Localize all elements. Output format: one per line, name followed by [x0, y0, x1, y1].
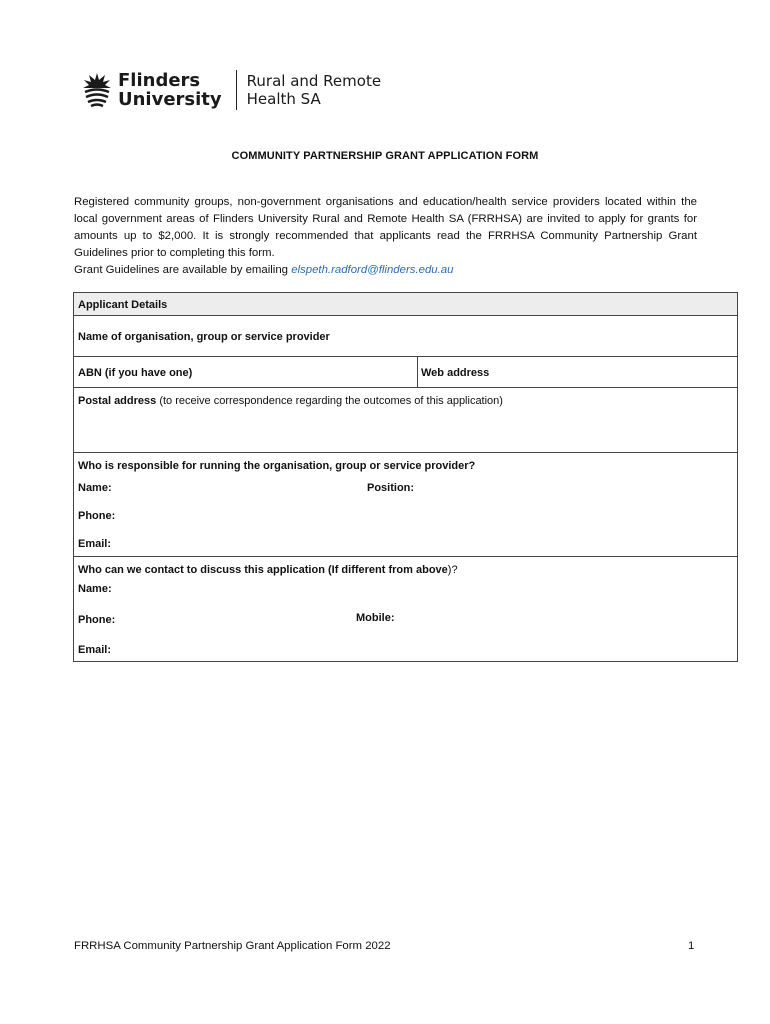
header-logo: [82, 68, 381, 112]
web-address-label: Web address: [421, 367, 490, 379]
logo-divider: [236, 70, 237, 110]
contact-heading-tail: )?: [447, 564, 458, 576]
unit-name-line2: Health SA: [246, 90, 321, 108]
footer-text: FRRHSA Community Partnership Grant Application Form 2022: [74, 940, 391, 952]
intro-text: [74, 194, 697, 279]
university-name-line1: Flinders: [118, 70, 201, 91]
page-number: 1: [688, 940, 695, 952]
postal-address-note: (to receive correspondence regarding the outcomes of this application): [156, 395, 503, 407]
responsible-name-label[interactable]: Name:: [78, 482, 112, 494]
guidelines-line: [74, 262, 697, 279]
contact-phone-label[interactable]: Phone:: [78, 614, 116, 626]
form-title: COMMUNITY PARTNERSHIP GRANT APPLICATION FORM: [231, 150, 539, 162]
unit-name: [247, 72, 381, 108]
contact-person-row: [74, 557, 737, 661]
contact-mobile-label[interactable]: Mobile:: [356, 612, 395, 624]
university-name-line2: University: [118, 89, 222, 110]
abn-label: ABN (if you have one): [78, 367, 193, 379]
section-heading-row: [74, 293, 737, 316]
abn-web-row: [74, 357, 737, 388]
responsible-person-row: [74, 453, 737, 557]
postal-address-row[interactable]: [74, 388, 737, 453]
section-heading: Applicant Details: [78, 299, 168, 311]
intro-paragraph: Registered community groups, non-government organisations and education/health service providers located within the local government areas of Flinders University Rural and Remote Health SA (FRRHSA) are invited to apply for grants for amounts up to $2,000. It is strongly recommended that applicants read the FRRHSA Community Partnership Grant Guidelines prior to completing this form.: [74, 196, 697, 259]
org-name-row[interactable]: [74, 316, 737, 357]
postal-address-label: Postal address: [78, 395, 157, 407]
responsible-email-label[interactable]: Email:: [78, 538, 112, 550]
contact-name-label[interactable]: Name:: [78, 583, 112, 595]
abn-web-divider: [417, 357, 418, 387]
responsible-phone-label[interactable]: Phone:: [78, 510, 116, 522]
guidelines-prefix: Grant Guidelines are available by emailing: [74, 264, 292, 276]
unit-name-line1: Rural and Remote: [246, 72, 382, 90]
org-name-label: Name of organisation, group or service provider: [78, 331, 330, 343]
contact-email-label[interactable]: Email:: [78, 644, 112, 656]
responsible-heading: Who is responsible for running the organisation, group or service provider?: [78, 460, 476, 472]
contact-heading-main: Who can we contact to discuss this application (If different from above: [78, 564, 448, 576]
flinders-crest-icon: [82, 71, 112, 109]
university-name: [118, 71, 222, 109]
contact-heading: [78, 564, 458, 576]
responsible-position-label[interactable]: Position:: [367, 482, 415, 494]
guidelines-email-link[interactable]: elspeth.radford@flinders.edu.au: [291, 264, 454, 276]
applicant-details-table: [73, 292, 738, 662]
postal-address-text: [78, 395, 503, 407]
